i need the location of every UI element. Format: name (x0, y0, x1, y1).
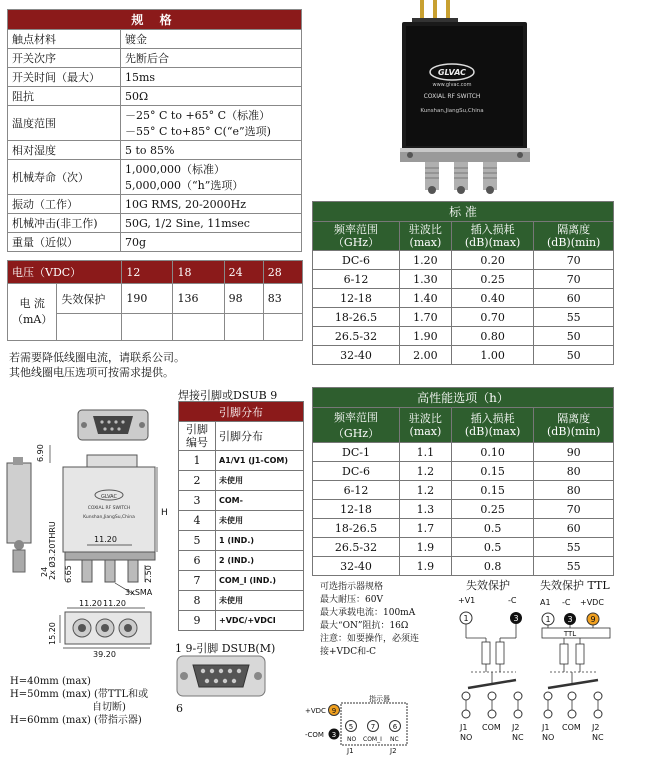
s3-vdc: +VDC (305, 707, 326, 715)
dim-h: H (161, 508, 168, 518)
std-h-iso: 隔离度 (557, 223, 591, 236)
s2-a1: A1 (540, 598, 551, 607)
hp-h-vswr: 驻波比 (408, 412, 442, 425)
table-cell: 50 (534, 327, 614, 346)
spec-value (121, 87, 302, 106)
ind-line-4: 最大“ON”阻抗：16Ω (320, 621, 409, 631)
s2-vdc: +VDC (580, 598, 604, 607)
voltage-table (7, 260, 303, 341)
hp-h-freq: 频率范围（GHz） (313, 408, 400, 443)
table-cell: 12-18 (313, 500, 400, 519)
s3-com: -COM (305, 731, 324, 739)
s2-c: -C (562, 598, 571, 607)
pin-row (179, 471, 304, 491)
dim-250: 2.50 (144, 565, 153, 583)
pin-function: 1 (IND.) (216, 531, 304, 551)
table-cell: 1.7 (400, 519, 452, 538)
voltage-18: 18 (173, 261, 224, 284)
table-cell: 0.25 (451, 270, 534, 289)
table-cell: 1.90 (400, 327, 452, 346)
high-perf-table (312, 387, 614, 576)
pin-function: +VDC/+VDCI (216, 611, 304, 631)
dsub-label-top: 1 9-引脚 DSUB(M) (175, 642, 276, 655)
failsafe-ttl-schematic (538, 592, 618, 748)
pin-function: 未使用 (216, 511, 304, 531)
dim-665: 6.65 (64, 565, 73, 583)
table-cell: DC-6 (313, 462, 400, 481)
spec-key: 开关次序 (8, 49, 121, 68)
table-cell: 1.20 (400, 251, 452, 270)
dsub-connector (176, 655, 266, 697)
pin-number: 2 (179, 471, 216, 491)
table-cell: 18-26.5 (313, 519, 400, 538)
spec-row (8, 68, 302, 87)
spec-row (8, 30, 302, 49)
s1-com: COM (482, 723, 501, 732)
table-row (313, 500, 614, 519)
spec-row (8, 49, 302, 68)
pin-function: COM_I (IND.) (216, 571, 304, 591)
table-cell: 55 (534, 308, 614, 327)
table-cell: 0.20 (451, 251, 534, 270)
spec-key: 机械冲击(非工作) (8, 214, 121, 233)
table-cell: 50 (534, 346, 614, 365)
spec-key: 阻抗 (8, 87, 121, 106)
s3-no: NO (347, 736, 357, 743)
indicator-spec (320, 581, 419, 659)
table-cell: 0.25 (451, 500, 534, 519)
table-cell: 0.15 (451, 481, 534, 500)
spec-key: 相对湿度 (8, 141, 121, 160)
s2-n9: 9 (590, 615, 596, 624)
table-cell: 26.5-32 (313, 327, 400, 346)
spec-value (121, 233, 302, 252)
spec-value-line: 镀金 (125, 33, 147, 46)
pin-function: 未使用 (216, 471, 304, 491)
spec-key: 开关时间（最大） (8, 68, 121, 87)
pin-row (179, 451, 304, 471)
notes (9, 350, 185, 380)
dim-320: 2x Ø3.20THRU (48, 521, 57, 580)
spec-row (8, 87, 302, 106)
pin-row (179, 591, 304, 611)
s2-no: NO (542, 733, 555, 742)
s1-c: -C (508, 596, 517, 605)
table-cell: 26.5-32 (313, 538, 400, 557)
std-h-il: 插入损耗 (470, 223, 515, 236)
note-1: 若需要降低线圈电流，请联系公司。 (9, 351, 185, 364)
table-cell: 0.10 (451, 443, 534, 462)
table-cell: 70 (534, 500, 614, 519)
pin-table (178, 401, 304, 631)
spec-row (8, 233, 302, 252)
hp-h-il-unit: (dB)(max) (464, 425, 521, 438)
spec-value-line: 5,000,000（“h”选项） (125, 179, 244, 192)
pin-row (179, 511, 304, 531)
spec-key: 重量（近似） (8, 233, 121, 252)
table-row (313, 443, 614, 462)
table-row (313, 481, 614, 500)
standard-title: 标 准 (313, 202, 614, 222)
table-cell: 0.70 (451, 308, 534, 327)
voltage-12: 12 (122, 261, 173, 284)
spec-value (121, 49, 302, 68)
spec-value-line: －25° C to +65° C（标准） (125, 109, 271, 122)
std-h-freq: 频率范围 (334, 223, 378, 236)
spec-key: 振动（工作） (8, 195, 121, 214)
ind-line-6: 接+VDC和-C (320, 647, 377, 657)
table-row (313, 557, 614, 576)
table-cell: 2.00 (400, 346, 452, 365)
spec-value (121, 160, 302, 195)
mechanical-drawing (5, 405, 175, 659)
pin-h-1b: 编号 (186, 436, 208, 449)
pin-number: 5 (179, 531, 216, 551)
s3-ind: 指示器 (369, 695, 390, 703)
dim-24: 24 (40, 566, 49, 577)
spec-value (121, 195, 302, 214)
table-cell: 6-12 (313, 270, 400, 289)
note-2: 其他线圈电压选项可按需求提供。 (9, 366, 174, 379)
pin-function: A1/V1 (J1-COM) (216, 451, 304, 471)
std-h-il-unit: (dB)(max) (464, 236, 521, 249)
table-cell: 80 (534, 481, 614, 500)
current-136: 136 (173, 284, 224, 314)
table-cell: 0.5 (451, 538, 534, 557)
s3-n9: 9 (331, 707, 337, 715)
pin-number: 1 (179, 451, 216, 471)
table-cell: DC-1 (313, 443, 400, 462)
s3-n5: 5 (348, 723, 354, 731)
indicator-schematic (303, 693, 413, 759)
s1-j2: J2 (512, 723, 520, 732)
height-2: H=50mm (max) (带TTL和或 (10, 689, 149, 700)
voltage-24: 24 (224, 261, 263, 284)
s1-v1: +V1 (458, 596, 476, 605)
table-cell: 1.9 (400, 557, 452, 576)
protect-label: 失效保护 (57, 284, 122, 314)
product-name: COXIAL RF SWITCH (423, 93, 481, 100)
table-cell: 1.2 (400, 481, 452, 500)
hp-h-vswr-unit: (max) (409, 425, 442, 438)
table-cell: 60 (534, 519, 614, 538)
pin-number: 7 (179, 571, 216, 591)
s1-n3: 3 (513, 614, 519, 623)
hp-h-iso: 隔离度 (557, 412, 591, 425)
table-cell: 1.2 (400, 462, 452, 481)
drawing-brand: GLVAC (100, 494, 118, 500)
std-h-freq-unit: （GHz） (332, 236, 380, 249)
table-cell: 1.40 (400, 289, 452, 308)
s2-j1: J1 (542, 723, 550, 732)
spec-value-line: －55° C to+85° C(“e”选项) (125, 125, 271, 138)
table-cell: 1.9 (400, 538, 452, 557)
table-row (313, 327, 614, 346)
table-cell: 70 (534, 270, 614, 289)
table-cell: 32-40 (313, 346, 400, 365)
pin-function: 未使用 (216, 591, 304, 611)
pin-row (179, 531, 304, 551)
brand-text: GLVAC (437, 68, 467, 77)
spec-row (8, 160, 302, 195)
table-cell: 55 (534, 557, 614, 576)
table-row (313, 270, 614, 289)
pin-number: 6 (179, 551, 216, 571)
ind-line-3: 最大承载电流：100mA (320, 608, 416, 618)
pin-function: COM- (216, 491, 304, 511)
spec-value-line: 1,000,000（标准） (125, 163, 225, 176)
height-1: H=40mm (max) (10, 676, 91, 687)
pin-number: 3 (179, 491, 216, 511)
dsub-label-bottom: 6 (176, 702, 183, 715)
product-photo (392, 0, 542, 196)
table-row (313, 308, 614, 327)
current-98: 98 (224, 284, 263, 314)
table-cell: 12-18 (313, 289, 400, 308)
table-row (313, 538, 614, 557)
current-83: 83 (263, 284, 302, 314)
height-notes (10, 675, 148, 727)
current-190: 190 (122, 284, 173, 314)
dim-b1120b: 11.20 (103, 599, 126, 608)
table-cell: 1.1 (400, 443, 452, 462)
height-4: H=60mm (max) (带指示器) (10, 715, 142, 726)
pin-row (179, 571, 304, 591)
table-cell: 55 (534, 538, 614, 557)
pin-row (179, 611, 304, 631)
s1-n1: 1 (463, 614, 469, 623)
table-cell: 18-26.5 (313, 308, 400, 327)
table-cell: 1.00 (451, 346, 534, 365)
s3-comi: COM_I (363, 736, 382, 743)
dim-1520: 15.20 (48, 622, 57, 645)
spec-value (121, 106, 302, 141)
table-cell: 0.8 (451, 557, 534, 576)
spec-value-line: 先断后合 (125, 52, 169, 65)
pin-row (179, 491, 304, 511)
s3-n7: 7 (370, 723, 376, 731)
current-label: 电 流（mA） (8, 284, 57, 341)
s2-title: 失效保护 TTL (540, 579, 610, 592)
spec-row (8, 106, 302, 141)
ind-line-1: 可选指示器规格 (320, 582, 384, 592)
drawing-name: COXIAL RF SWITCH (87, 506, 131, 511)
height-3: 自切断) (92, 702, 126, 713)
table-cell: 80 (534, 462, 614, 481)
pin-h-1a: 引脚 (186, 423, 208, 436)
table-row (313, 462, 614, 481)
table-row (313, 251, 614, 270)
spec-value-line: 70g (125, 235, 147, 249)
spec-value-line: 50Ω (125, 89, 149, 103)
spec-value-line: 15ms (125, 70, 156, 84)
pin-number: 9 (179, 611, 216, 631)
s2-j2: J2 (592, 723, 600, 732)
voltage-label: 电压（VDC） (8, 261, 122, 284)
std-h-vswr-unit: (max) (409, 236, 442, 249)
failsafe-schematic (456, 592, 536, 748)
s3-j2: J2 (390, 747, 397, 755)
s2-n3: 3 (567, 615, 573, 624)
table-cell: 1.3 (400, 500, 452, 519)
s1-nc: NC (512, 733, 524, 742)
s3-j1: J1 (347, 747, 354, 755)
std-h-iso-unit: (dB)(min) (547, 236, 601, 249)
pin-caption: 焊接引脚或DSUB 9 (178, 389, 278, 402)
spec-value (121, 30, 302, 49)
spec-table (7, 9, 302, 252)
dim-690: 6.90 (36, 444, 45, 462)
spec-row (8, 195, 302, 214)
table-cell: 60 (534, 289, 614, 308)
pin-title: 引脚分布 (179, 402, 304, 422)
table-row (313, 289, 614, 308)
table-cell: 0.80 (451, 327, 534, 346)
table-cell: DC-6 (313, 251, 400, 270)
pin-row (179, 551, 304, 571)
dim-b1120a: 11.20 (79, 599, 102, 608)
std-h-vswr: 驻波比 (408, 223, 442, 236)
pin-number: 4 (179, 511, 216, 531)
s2-n1: 1 (545, 615, 551, 624)
table-row (313, 346, 614, 365)
spec-value (121, 214, 302, 233)
table-cell: 0.15 (451, 462, 534, 481)
s1-j1: J1 (460, 723, 468, 732)
ind-line-5: 注意：如要操作，必须连 (320, 634, 420, 644)
table-cell: 32-40 (313, 557, 400, 576)
pin-function: 2 (IND.) (216, 551, 304, 571)
spec-value (121, 141, 302, 160)
voltage-28: 28 (263, 261, 302, 284)
table-cell: 1.70 (400, 308, 452, 327)
table-cell: 90 (534, 443, 614, 462)
spec-value-line: 10G RMS, 20-2000Hz (125, 197, 247, 211)
site-text: www.glvac.com (432, 82, 472, 88)
pin-number: 8 (179, 591, 216, 611)
table-cell: 70 (534, 251, 614, 270)
pin-h-2: 引脚分布 (216, 422, 304, 451)
table-cell: 0.5 (451, 519, 534, 538)
spec-key: 触点材料 (8, 30, 121, 49)
ind-line-2: 最大耐压：60V (320, 595, 383, 605)
spec-value-line: 5 to 85% (125, 143, 175, 157)
spec-title: 规 格 (8, 10, 302, 30)
spec-key: 机械寿命（次） (8, 160, 121, 195)
spec-key: 温度范围 (8, 106, 121, 141)
spec-row (8, 214, 302, 233)
s2-nc: NC (592, 733, 604, 742)
s3-n6: 6 (392, 723, 398, 731)
spec-row (8, 141, 302, 160)
location-text: Kunshan,JiangSu,China (420, 108, 484, 114)
standard-table (312, 201, 614, 365)
s2-ttl: TTL (563, 630, 577, 638)
s1-no: NO (460, 733, 473, 742)
s3-n3: 3 (331, 731, 337, 739)
s1-title: 失效保护 (466, 579, 510, 592)
drawing-location: Kunshan,JiangSu,China (83, 515, 135, 520)
spec-value-line: 50G, 1/2 Sine, 11msec (125, 216, 250, 230)
dim-1120: 11.20 (94, 535, 117, 544)
hp-h-il: 插入损耗 (470, 412, 515, 425)
table-cell: 6-12 (313, 481, 400, 500)
table-cell: 1.30 (400, 270, 452, 289)
s3-nc: NC (390, 736, 399, 743)
dim-3920: 39.20 (93, 650, 116, 659)
hp-h-iso-unit: (dB)(min) (547, 425, 601, 438)
dim-sma: 3xSMA (125, 588, 153, 597)
s2-com: COM (562, 723, 581, 732)
table-cell: 0.40 (451, 289, 534, 308)
table-row (313, 519, 614, 538)
spec-value (121, 68, 302, 87)
high-title: 高性能选项（h） (313, 388, 614, 408)
